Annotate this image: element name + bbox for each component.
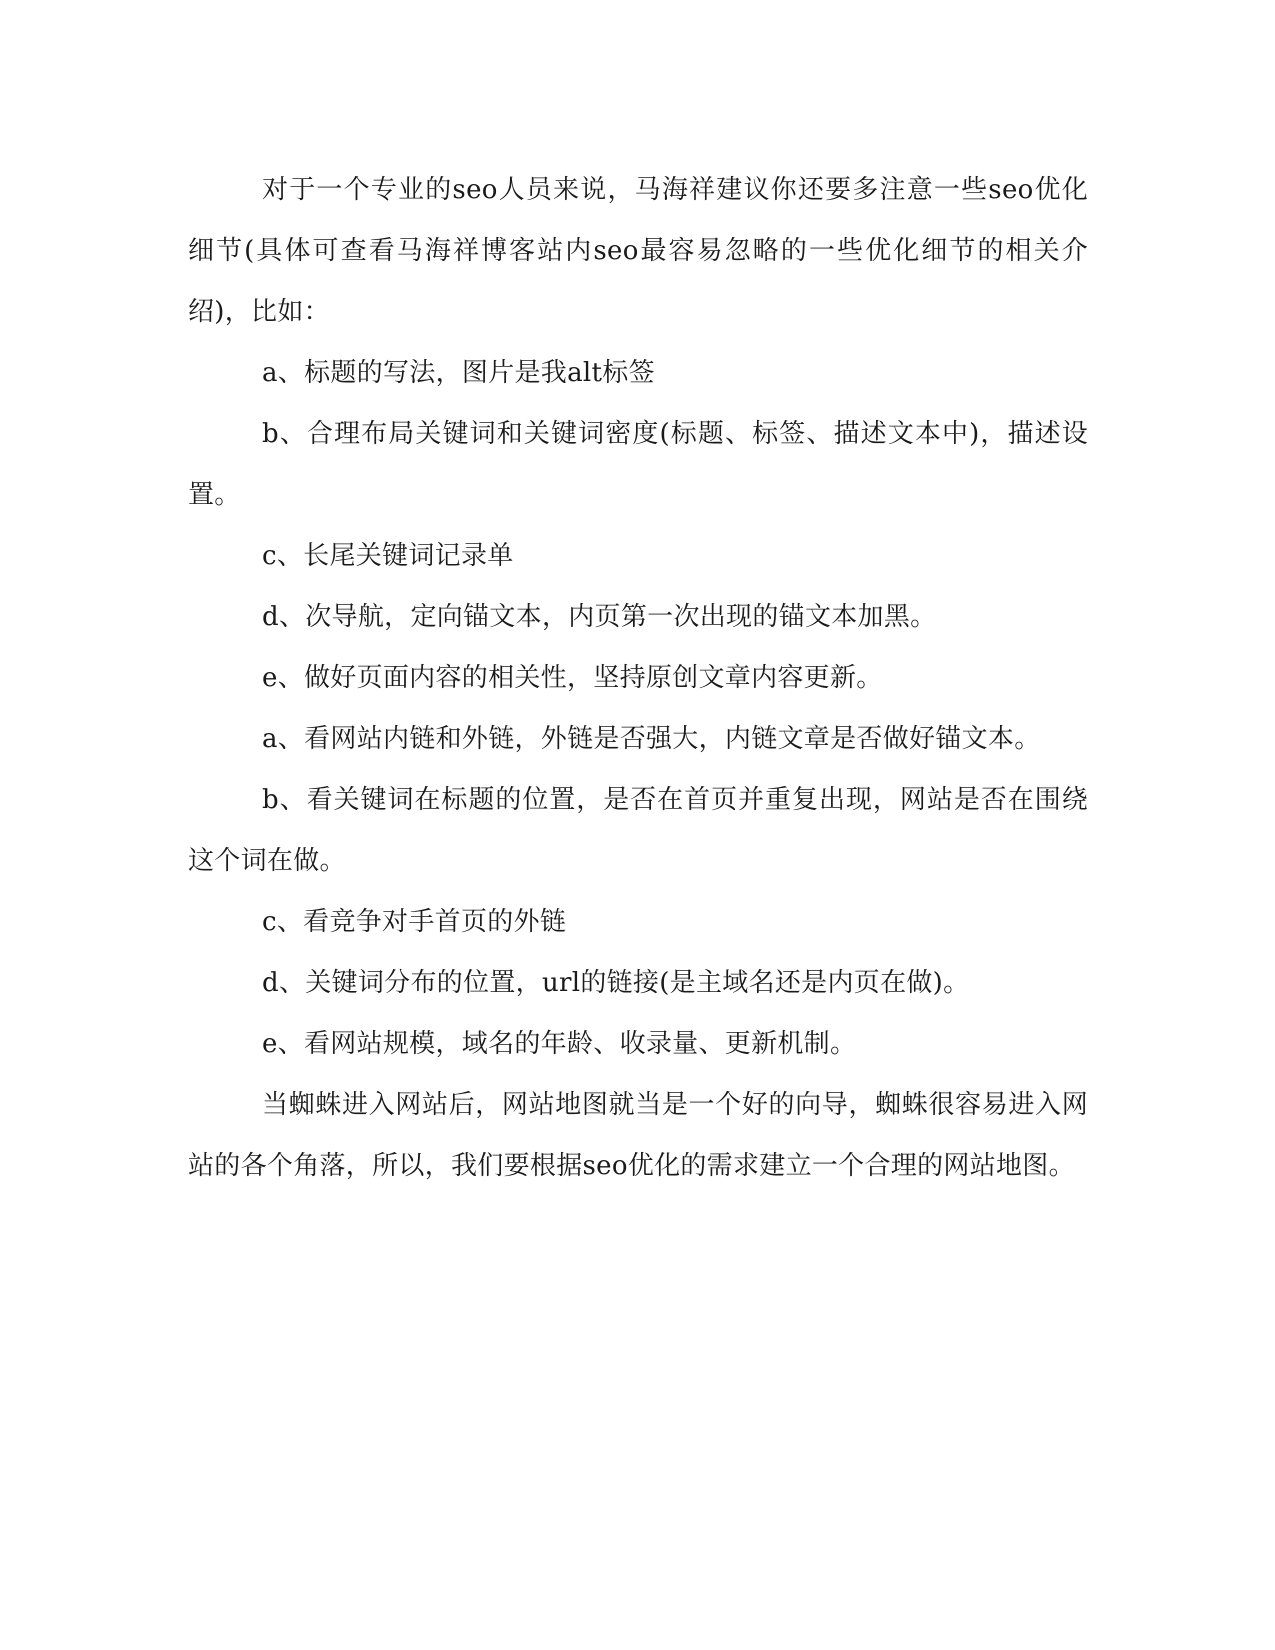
paragraph-item-d-distribution: d、关键词分布的位置，url的链接(是主域名还是内页在做)。 xyxy=(262,968,970,998)
paragraph-item-a-links: a、看网站内链和外链，外链是否强大，内链文章是否做好锚文本。 xyxy=(262,724,1041,754)
document-body xyxy=(188,160,1088,1197)
paragraph-item-c-longtail: c、长尾关键词记录单 xyxy=(262,541,514,571)
paragraph-item-a-title: a、标题的写法，图片是我alt标签 xyxy=(262,358,655,388)
paragraph-item-e-relevance: e、做好页面内容的相关性，坚持原创文章内容更新。 xyxy=(262,663,883,693)
paragraph-item-b-keyword-position: b、看关键词在标题的位置，是否在首页并重复出现，网站是否在围绕这个词在做。 xyxy=(188,785,1088,876)
paragraph-intro: 对于一个专业的seo人员来说，马海祥建议你还要多注意一些seo优化细节(具体可查看马海祥博客站内seo最容易忽略的一些优化细节的相关介绍)，比如： xyxy=(188,175,1088,327)
paragraph-item-b-keywords: b、合理布局关键词和关键词密度(标题、标签、描述文本中)，描述设置。 xyxy=(188,419,1088,510)
paragraph-item-e-scale: e、看网站规模，域名的年龄、收录量、更新机制。 xyxy=(262,1029,857,1059)
paragraph-item-c-competitor: c、看竞争对手首页的外链 xyxy=(262,907,567,937)
paragraph-item-d-navigation: d、次导航，定向锚文本，内页第一次出现的锚文本加黑。 xyxy=(262,602,937,632)
paragraph-sitemap: 当蜘蛛进入网站后，网站地图就当是一个好的向导，蜘蛛很容易进入网站的各个角落，所以，我们要根据seo优化的需求建立一个合理的网站地图。 xyxy=(188,1090,1088,1181)
